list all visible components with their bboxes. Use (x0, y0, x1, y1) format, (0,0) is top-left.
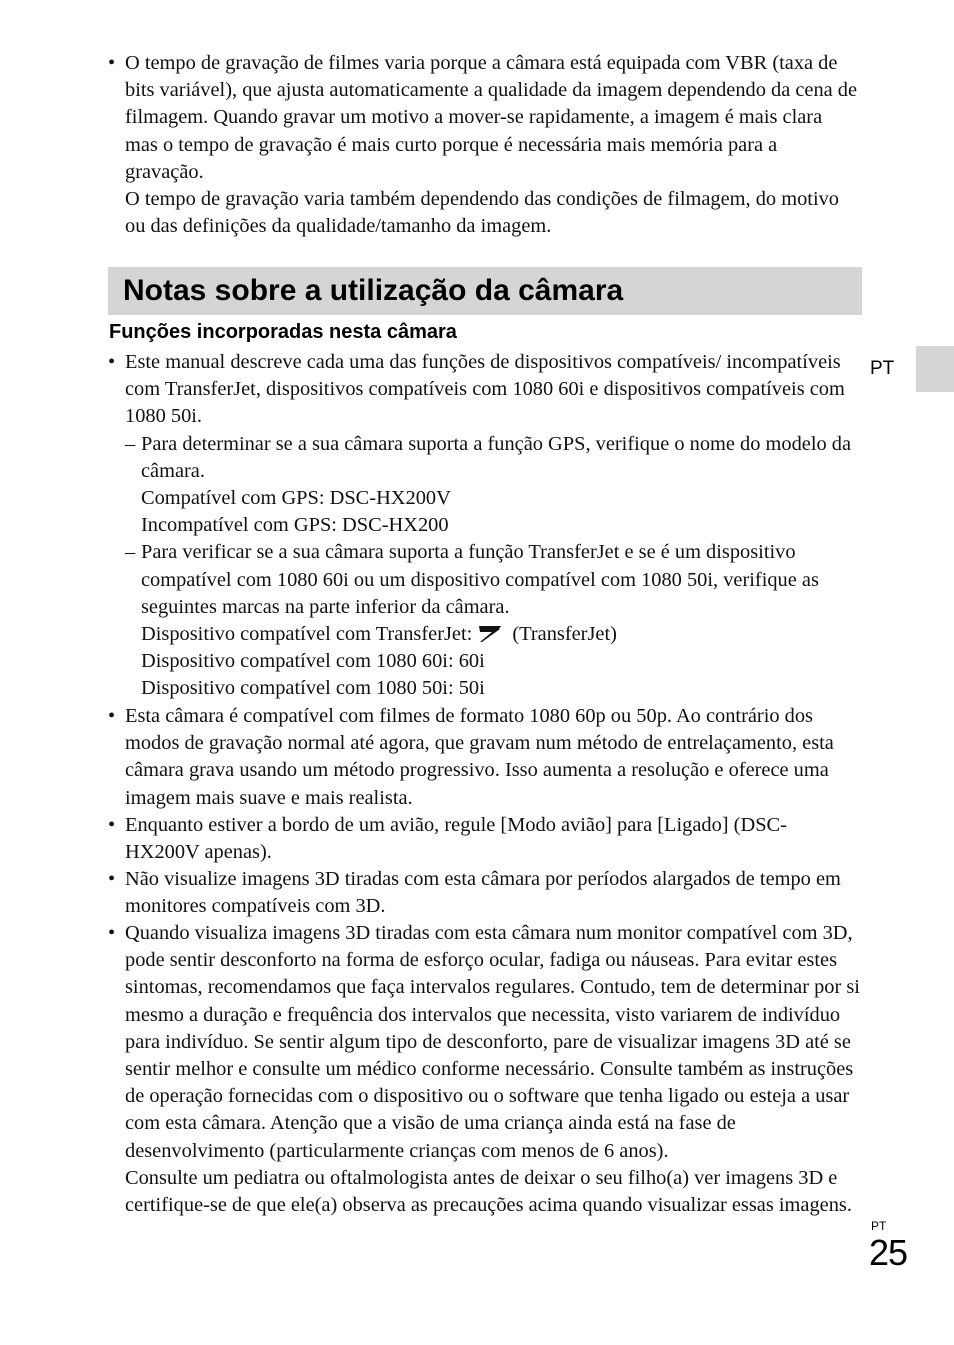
intro-bullet (108, 50, 860, 240)
language-side-tab (916, 346, 954, 392)
subsection-heading: Funções incorporadas nesta câmara (109, 321, 457, 343)
compatible-60i-line: Dispositivo compatível com 1080 60i: 60i (141, 650, 485, 673)
bullet-text: Não visualize imagens 3D tiradas com esta câmara por períodos alargados de tempo em monitores compatíveis com 3D. (125, 868, 841, 918)
dash-mark: – (125, 432, 136, 455)
bullet-text: Quando visualiza imagens 3D tiradas com esta câmara num monitor compatível com 3D, pode sentir desconforto na forma de esforço ocular, fadiga ou náuseas. Para evitar estes sintomas, recomendamos que faça intervalos regulares. Contudo, tem de determinar por si mesmo a duração e frequência dos intervalos que necessita, visto variarem de indivíduo para indivíduo. Se sentir algum tipo de desconforto, pare de visualizar imagens 3D até se sentir melhor e consulte um médico conforme necessário. Consulte também as instruções de operação fornecidas com o dispositivo ou o software que tenha ligado ou esteja a usar com esta câmara. Atenção que a visão de uma criança ainda está na fase de desenvolvimento (particularmente crianças com menos de 6 anos). (125, 922, 860, 1162)
bullet-mark: • (108, 705, 116, 727)
bullet-mark: • (108, 922, 116, 944)
bullet-mark: • (108, 814, 116, 836)
bullet-text: Esta câmara é compatível com filmes de formato 1080 60p ou 50p. Ao contrário dos modos de gravação normal até agora, que gravam num método de entrelaçamento, esta câmara grava usando um método progressivo. Isso aumenta a resolução e oferece uma imagem mais suave e mais realista. (125, 705, 834, 809)
sub-item-gps (125, 431, 860, 540)
bullet-progressive-format (108, 703, 860, 812)
transferjet-icon (478, 625, 502, 643)
sub-item-text: Para verificar se a sua câmara suporta a função TransferJet e se é um dispositivo compatível com 1080 60i ou um dispositivo compatível com 1080 50i, verifique as seguintes marcas na parte inferior da câmara. (141, 541, 819, 618)
bullet-3d-viewing-duration (108, 866, 860, 920)
dash-mark: – (125, 541, 136, 564)
compatible-50i-line: Dispositivo compatível com 1080 50i: 50i (141, 677, 485, 700)
sub-item-transferjet (125, 539, 860, 702)
bullet-text: Enquanto estiver a bordo de um avião, regule [Modo avião] para [Ligado] (DSC-HX200V apenas). (125, 814, 787, 864)
intro-paragraph-1: O tempo de gravação de filmes varia porque a câmara está equipada com VBR (taxa de bits variável), que ajusta automaticamente a qualidade da imagem dependendo da cena de filmagem. Quando gravar um motivo a mover-se rapidamente, a imagem é mais clara mas o tempo de gravação é mais curto porque é necessária mais memória para a gravação. (125, 52, 858, 183)
sub-item-text: Para determinar se a sua câmara suporta a função GPS, verifique o nome do modelo da câmara. (141, 432, 852, 482)
bullet-mark: • (108, 868, 116, 890)
transferjet-line-label: Dispositivo compatível com TransferJet: (141, 623, 473, 646)
transferjet-line-suffix: (TransferJet) (512, 623, 617, 646)
bullet-text-continued: Consulte um pediatra ou oftalmologista antes de deixar o seu filho(a) ver imagens 3D e certifique-se de que ele(a) observa as precauções acima quando visualizar essas imagens. (125, 1166, 852, 1217)
gps-incompatible-line: Incompatível com GPS: DSC-HX200 (141, 514, 449, 537)
section-title: Notas sobre a utilização da câmara (123, 274, 624, 307)
language-side-label: PT (870, 358, 895, 379)
intro-paragraph-2: O tempo de gravação varia também dependendo das condições de filmagem, do motivo ou das definições da qualidade/tamanho da imagem. (125, 188, 840, 238)
bullet-mark: • (108, 351, 116, 373)
bullet-3d-discomfort (108, 920, 860, 1219)
bullet-text: Este manual descreve cada uma das funções de dispositivos compatíveis/ incompatíveis com TransferJet, dispositivos compatíveis com 1080 60i e dispositivos compatíveis com 1080 50i. (125, 351, 845, 428)
page-language-code: PT (871, 1219, 887, 1233)
transferjet-compatible-line (141, 621, 860, 648)
gps-compatible-line: Compatível com GPS: DSC-HX200V (141, 487, 451, 510)
page-number: 25 (869, 1232, 908, 1273)
bullet-airplane-mode (108, 812, 860, 866)
bullet-functions-overview (108, 349, 860, 703)
bullet-mark: • (108, 52, 116, 74)
